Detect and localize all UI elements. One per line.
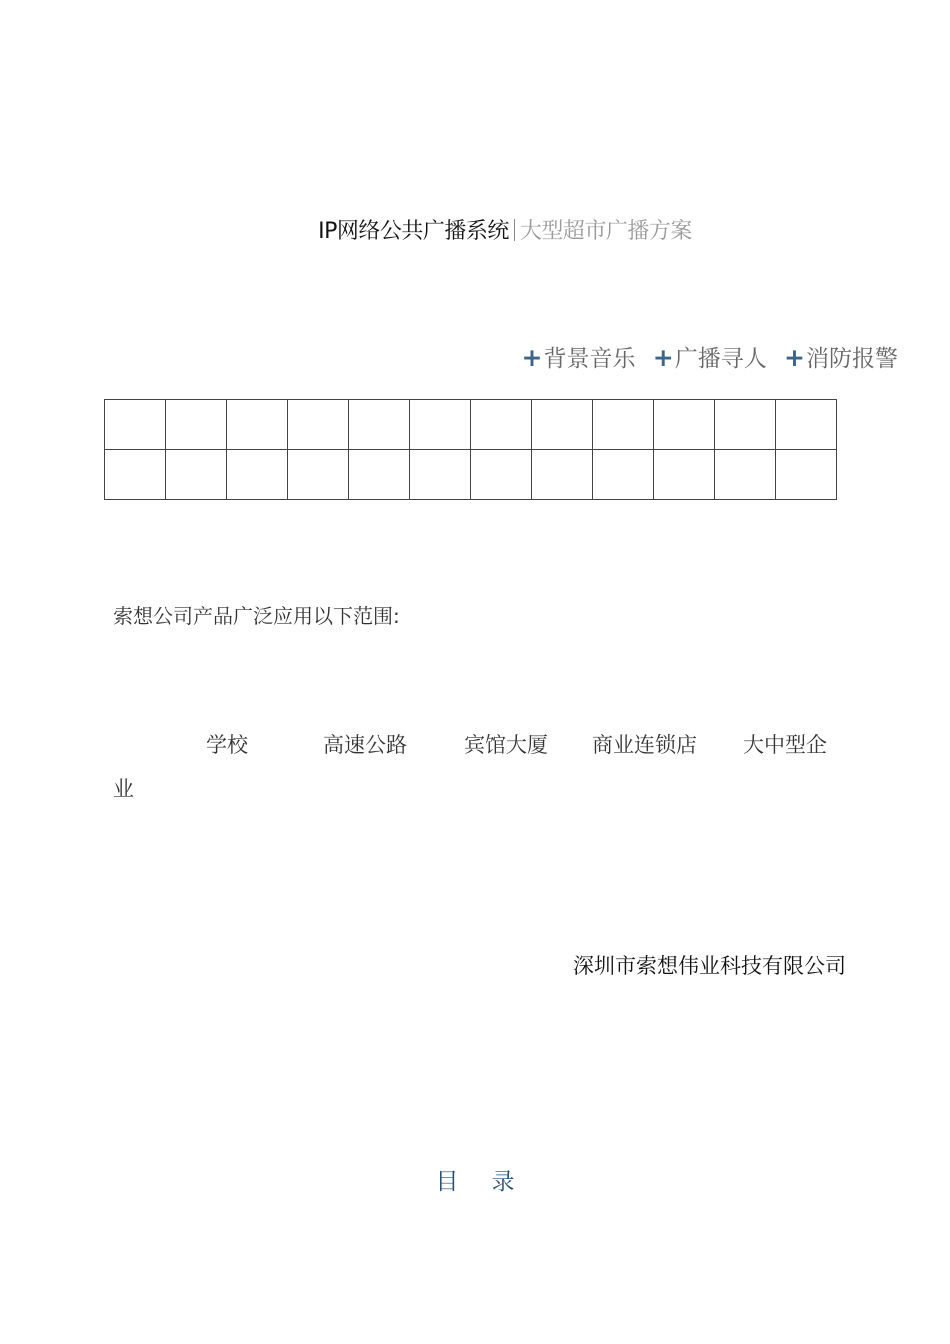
grid-cell (715, 400, 776, 450)
plus-icon: + (784, 343, 805, 372)
grid-cell (471, 450, 532, 500)
grid-cell (776, 450, 837, 500)
grid-cell (593, 450, 654, 500)
document-title (0, 214, 950, 245)
grid-cell (776, 400, 837, 450)
grid-cell (227, 400, 288, 450)
grid-cell (227, 450, 288, 500)
application-item: 学校 (206, 733, 248, 757)
feature-label: 消防报警 (806, 346, 898, 372)
title-separator (514, 219, 515, 241)
application-item: 商业连锁店 (592, 733, 697, 757)
grid-cell (166, 450, 227, 500)
grid-cell (105, 400, 166, 450)
feature-label: 背景音乐 (543, 346, 636, 372)
grid-cell (288, 400, 349, 450)
grid-cell (654, 400, 715, 450)
feature-item (652, 343, 767, 372)
grid-cell (288, 450, 349, 500)
application-item: 高速公路 (323, 733, 407, 757)
application-item-continued: 业 (113, 777, 134, 801)
grid-cell (471, 400, 532, 450)
grid-row (105, 450, 837, 500)
grid-cell (532, 450, 593, 500)
grid-row (105, 400, 837, 450)
feature-label: 广播寻人 (674, 346, 767, 372)
grid-cell (410, 400, 471, 450)
grid-cell (715, 450, 776, 500)
grid-cell (654, 450, 715, 500)
title-subtitle: 大型超市广播方案 (519, 219, 692, 244)
application-item: 宾馆大厦 (464, 733, 548, 757)
grid-cell (410, 450, 471, 500)
grid-cell (349, 400, 410, 450)
feature-item (784, 343, 898, 372)
grid-cell (105, 450, 166, 500)
plus-icon: + (652, 343, 674, 372)
company-name: 深圳市索想伟业科技有限公司 (573, 954, 846, 978)
application-item: 大中型企 (743, 733, 827, 757)
scope-intro: 索想公司产品广泛应用以下范围: (113, 604, 400, 628)
plus-icon: + (521, 343, 543, 372)
feature-item (521, 343, 636, 372)
title-main: IP网络公共广播系统 (318, 219, 509, 244)
grid-cell (166, 400, 227, 450)
image-grid (104, 399, 837, 500)
grid-cell (349, 450, 410, 500)
toc-heading: 目录 (435, 1169, 548, 1195)
grid-cell (532, 400, 593, 450)
grid-cell (593, 400, 654, 450)
feature-list (512, 340, 898, 373)
